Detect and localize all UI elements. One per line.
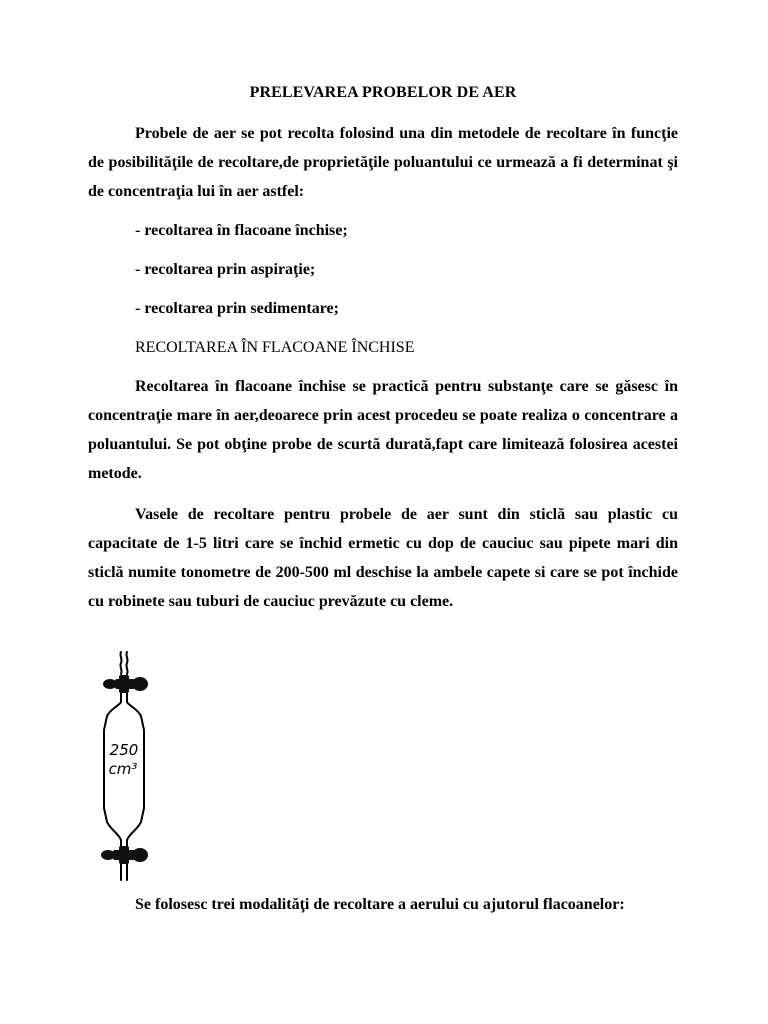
intro-paragraph: Probele de aer se pot recolta folosind una din metodele de recoltare în funcţie de posibilităţile de recoltare,de proprietăţile poluantului ce urmează a fi determinat şi de concentraţia lui în aer astfel: — [88, 125, 678, 200]
closing-paragraph: Se folosesc trei modalităţi de recoltare a aerului cu ajutorul flacoanelor: — [135, 896, 625, 913]
section-heading: RECOLTAREA ÎN FLACOANE ÎNCHISE — [135, 339, 415, 356]
tonometer-volume-label: 250 — [109, 741, 139, 759]
document-title: PRELEVAREA PROBELOR DE AER — [249, 84, 517, 101]
method-item-aspiratie: - recoltarea prin aspiraţie; — [135, 261, 316, 278]
method-item-sedimentare: - recoltarea prin sedimentare; — [135, 300, 339, 317]
method-item-flacoane: - recoltarea în flacoane închise; — [135, 222, 348, 239]
tonometer-figure — [95, 650, 157, 882]
tonometer-drawing — [95, 650, 157, 882]
paragraph-vase: Vasele de recoltare pentru probele de aer sunt din sticlă sau plastic cu capacitate de 1-5 litri care se închid ermetic cu dop de cauciuc sau pipete mari din sticlă numite tonometre de 200-500 ml deschise la ambele capete si care se pot închide cu robinete sau tuburi de cauciuc prevăzute cu cleme. — [88, 506, 678, 610]
document-body — [88, 82, 678, 616]
paragraph-flacoane: Recoltarea în flacoane închise se practică pentru substanţe care se găsesc în concentraţie mare în aer,deoarece prin acest procedeu se poate realiza o concentrare a poluantului. Se pot obţine probe de scurtă durată,fapt care limitează folosirea acestei metode. — [88, 378, 678, 482]
tonometer-unit-label: cm³ — [108, 760, 138, 778]
